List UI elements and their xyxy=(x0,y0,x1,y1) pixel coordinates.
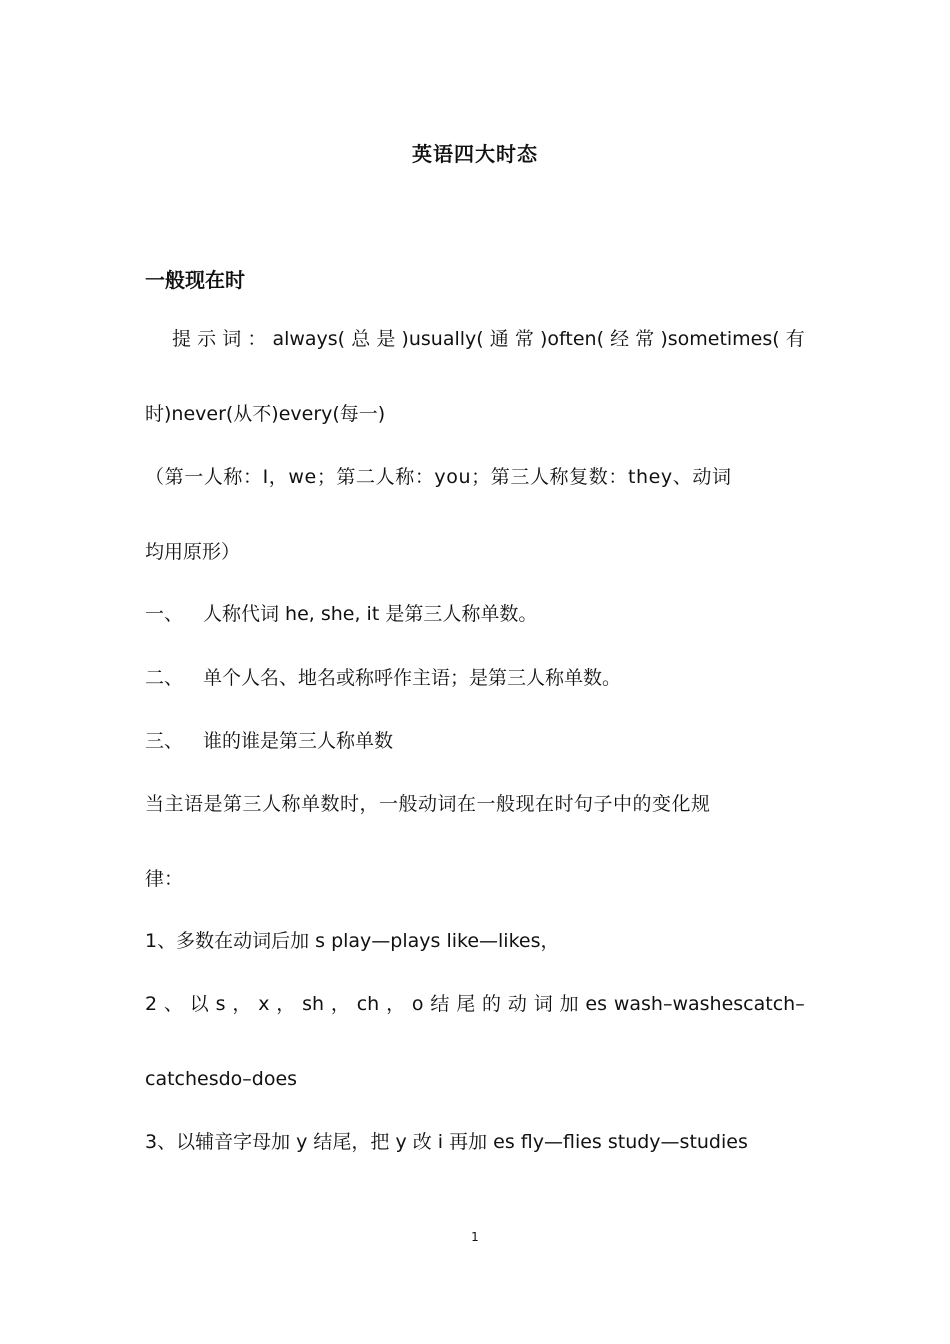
point-2-line-1 xyxy=(145,991,805,1017)
text-segment: sh xyxy=(302,993,325,1015)
text-segment: 有 xyxy=(785,328,805,350)
text-segment: )usually( xyxy=(401,328,484,350)
text-segment: )sometimes( xyxy=(660,328,780,350)
text-segment: 通 xyxy=(489,328,509,350)
text-segment: 提 xyxy=(172,328,192,350)
text-segment: ： xyxy=(247,328,267,350)
text-segment: 总 xyxy=(351,328,371,350)
text-segment: s xyxy=(215,993,226,1015)
hint-words-line-2: 时)never(从不)every(每一) xyxy=(145,403,386,425)
text-segment: 尾 xyxy=(456,993,476,1015)
text-segment: 以 xyxy=(189,993,209,1015)
person-note-line-2: 均用原形） xyxy=(145,541,241,563)
text-segment: 的 xyxy=(482,993,502,1015)
rule-number: 二、 xyxy=(145,667,184,689)
text-segment: ， xyxy=(386,993,406,1015)
text-segment: ， xyxy=(232,993,252,1015)
text-segment: es xyxy=(585,993,608,1015)
text-segment: 常 xyxy=(635,328,655,350)
change-rule-line-2: 律： xyxy=(145,868,184,890)
text-segment: 动 xyxy=(507,993,527,1015)
text-segment: o xyxy=(411,993,424,1015)
rule-text: 谁的谁是第三人称单数 xyxy=(203,730,394,752)
section-heading: 一般现在时 xyxy=(145,268,245,292)
rule-text: 人称代词 he, she, it 是第三人称单数。 xyxy=(203,603,538,625)
change-rule-line-1: 当主语是第三人称单数时，一般动词在一般现在时句子中的变化规 xyxy=(145,793,711,815)
text-segment: always( xyxy=(272,328,346,350)
rule-number: 一、 xyxy=(145,603,184,625)
rule-item xyxy=(145,601,805,627)
document-title: 英语四大时态 xyxy=(412,142,538,166)
text-segment: ， xyxy=(276,993,296,1015)
text-segment: 常 xyxy=(514,328,534,350)
text-segment: 是 xyxy=(376,328,396,350)
text-segment: 、 xyxy=(163,993,183,1015)
rule-number: 三、 xyxy=(145,730,184,752)
text-segment: 加 xyxy=(559,993,579,1015)
text-segment: 2 xyxy=(145,993,158,1015)
text-segment: x xyxy=(258,993,270,1015)
text-segment: )often( xyxy=(540,328,604,350)
text-segment: ， xyxy=(330,993,350,1015)
text-segment: 示 xyxy=(197,328,217,350)
text-segment: 词 xyxy=(533,993,553,1015)
text-segment: wash–washescatch– xyxy=(613,993,805,1015)
point-1: 1、多数在动词后加 s play—plays like—likes， xyxy=(145,930,560,952)
person-note-line-1: （第一人称：I，we；第二人称：you；第三人称复数：they、动词 xyxy=(145,466,732,488)
text-segment: ch xyxy=(356,993,380,1015)
rule-item xyxy=(145,728,805,754)
page-number: 1 xyxy=(471,1230,479,1244)
hint-words-line-1 xyxy=(172,326,805,352)
point-3: 3、以辅音字母加 y 结尾，把 y 改 i 再加 es fly—flies study—studies xyxy=(145,1131,748,1153)
text-segment: 词 xyxy=(222,328,242,350)
rule-text: 单个人名、地名或称呼作主语；是第三人称单数。 xyxy=(203,667,622,689)
rule-item xyxy=(145,665,805,691)
text-segment: 结 xyxy=(430,993,450,1015)
point-2-line-2: catchesdo–does xyxy=(145,1068,298,1090)
text-segment: 经 xyxy=(610,328,630,350)
